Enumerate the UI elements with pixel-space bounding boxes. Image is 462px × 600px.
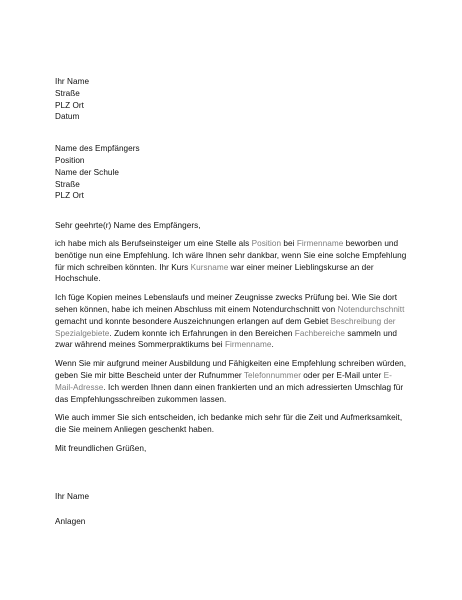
placeholder-grade-average: Notendurchschnitt [337, 304, 405, 314]
paragraph-contact [55, 358, 407, 405]
placeholder-company-name: Firmenname [224, 340, 272, 350]
placeholder-specialties: Beschreibung der Spezialgebiete [55, 316, 396, 338]
recipient-school: Name der Schule [55, 167, 120, 177]
paragraph-text: sammeln und zwar während meines Sommerpraktikums bei [55, 328, 398, 350]
paragraph-text: oder per E-Mail unter [300, 370, 384, 380]
letter-date: Datum [55, 112, 80, 122]
sender-zip-city: PLZ Ort [55, 100, 85, 110]
recipient-address-block [55, 143, 407, 202]
recipient-zip-city: PLZ Ort [55, 191, 85, 201]
closing: Mit freundlichen Grüßen, [55, 443, 147, 453]
placeholder-company-name: Firmenname [296, 238, 344, 248]
recipient-position: Position [55, 155, 85, 165]
paragraph-request [55, 238, 407, 285]
paragraph-text: war einer meiner Lieblingskurse an der Hochschule. [55, 262, 374, 284]
sender-address-block [55, 76, 407, 123]
paragraph-text: beworben und benötige nun eine Empfehlung. Ich wäre Ihnen sehr dankbar, wenn Sie eine solche Empfehlung für mich schreiben könnten. Ihr Kurs [55, 238, 407, 272]
paragraph-text: bei [281, 238, 297, 248]
placeholder-fields: Fachbereiche [294, 328, 346, 338]
sender-street: Straße [55, 88, 80, 98]
paragraph-thanks: Wie auch immer Sie sich entscheiden, ich bedanke mich sehr für die Zeit und Aufmerksamkeit, die Sie meinem Anliegen geschenkt haben. [55, 413, 403, 435]
placeholder-position: Position [251, 238, 282, 248]
placeholder-phone-number: Telefonnummer [243, 370, 301, 380]
paragraph-text: Ich füge Kopien meines Lebenslaufs und meiner Zeugnisse zwecks Prüfung bei. Wie Sie dort sehen können, habe ich meinen Abschluss mit einem Notendurchschnitt von [55, 293, 398, 314]
sender-name: Ihr Name [55, 77, 90, 86]
paragraph-text: Wenn Sie mir aufgrund meiner Ausbildung und Fähigkeiten eine Empfehlung schreiben würden, geben Sie mir bitte Bescheid unter der Rufnummer [55, 359, 407, 380]
paragraph-text: . Zudem konnte ich Erfahrungen in den Bereichen [109, 328, 295, 338]
placeholder-course-name: Kursname [190, 262, 229, 272]
paragraph-text: ich habe mich als Berufseinsteiger um eine Stelle als [55, 238, 252, 248]
placeholder-email-address: E-Mail-Adresse [55, 370, 392, 392]
paragraph-text: gemacht und konnte besondere Auszeichnungen erlangen auf dem Gebiet [55, 316, 331, 326]
paragraph-qualifications [55, 292, 407, 351]
paragraph-text: . [271, 340, 274, 350]
paragraph-text: . Ich werden Ihnen dann einen frankierten und an mich adressierten Umschlag für das Empfehlungsschreiben zukommen lassen. [55, 382, 404, 404]
recipient-name: Name des Empfängers [55, 144, 140, 154]
salutation: Sehr geehrte(r) Name des Empfängers, [55, 221, 201, 231]
recipient-street: Straße [55, 179, 80, 189]
letter-body [55, 76, 407, 534]
signature-name: Ihr Name [55, 491, 90, 501]
enclosures: Anlagen [55, 516, 86, 526]
